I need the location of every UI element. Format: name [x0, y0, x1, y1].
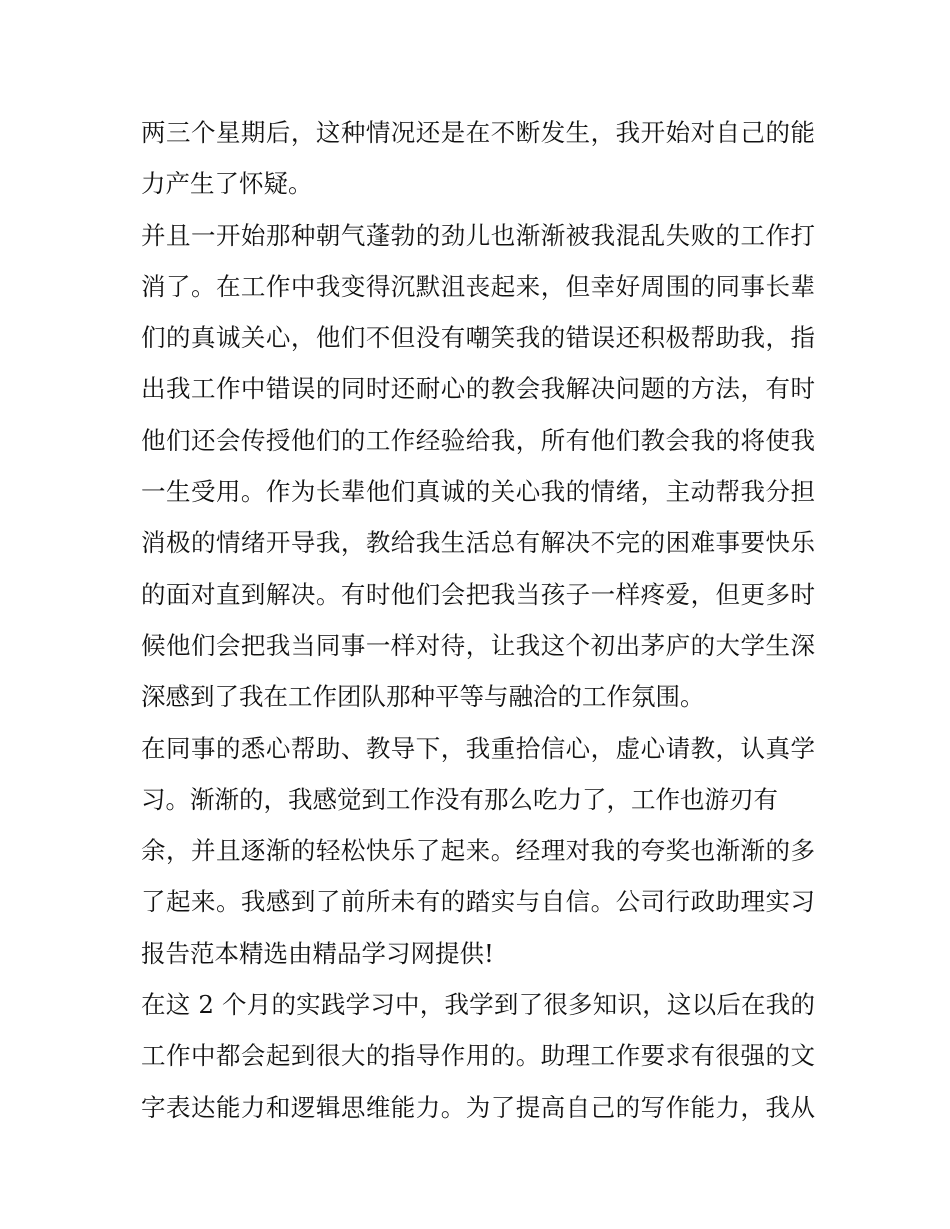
text-line: 他们还会传授他们的工作经验给我，所有他们教会我的将使我 [141, 425, 815, 455]
text-line: 并且一开始那种朝气蓬勃的劲儿也渐渐被我混乱失败的工作打 [141, 220, 815, 250]
text-line: 出我工作中错误的同时还耐心的教会我解决问题的方法，有时 [141, 374, 815, 404]
text-line: 力产生了怀疑。 [141, 169, 313, 199]
text-line: 一生受用。作为长辈他们真诚的关心我的情绪，主动帮我分担 [141, 477, 815, 507]
text-line: 工作中都会起到很大的指导作用的。助理工作要求有很强的文 [141, 1041, 815, 1071]
text-line: 字表达能力和逻辑思维能力。为了提高自己的写作能力，我从 [141, 1092, 815, 1122]
text-line: 在同事的悉心帮助、教导下，我重拾信心，虚心请教，认真学 [141, 733, 815, 763]
text-line: 消极的情绪开导我，教给我生活总有解决不完的困难事要快乐 [141, 528, 815, 558]
text-line: 在这 2 个月的实践学习中，我学到了很多知识，这以后在我的 [141, 990, 815, 1020]
text-line: 习。渐渐的，我感觉到工作没有那么吃力了，工作也游刃有 [141, 784, 778, 814]
text-line: 余，并且逐渐的轻松快乐了起来。经理对我的夸奖也渐渐的多 [141, 836, 815, 866]
text-line: 深感到了我在工作团队那种平等与融洽的工作氛围。 [141, 682, 705, 712]
text-line: 了起来。我感到了前所未有的踏实与自信。公司行政助理实习 [141, 887, 815, 917]
text-line: 报告范本精选由精品学习网提供! [141, 938, 494, 968]
text-line: 的面对直到解决。有时他们会把我当孩子一样疼爱，但更多时 [141, 579, 815, 609]
document-body [141, 107, 815, 1133]
text-line: 两三个星期后，这种情况还是在不断发生，我开始对自己的能 [141, 118, 815, 147]
text-line: 们的真诚关心，他们不但没有嘲笑我的错误还积极帮助我，指 [141, 323, 815, 353]
text-line: 候他们会把我当同事一样对待，让我这个初出茅庐的大学生深 [141, 630, 815, 660]
text-line: 消了。在工作中我变得沉默沮丧起来，但幸好周围的同事长辈 [141, 271, 815, 301]
